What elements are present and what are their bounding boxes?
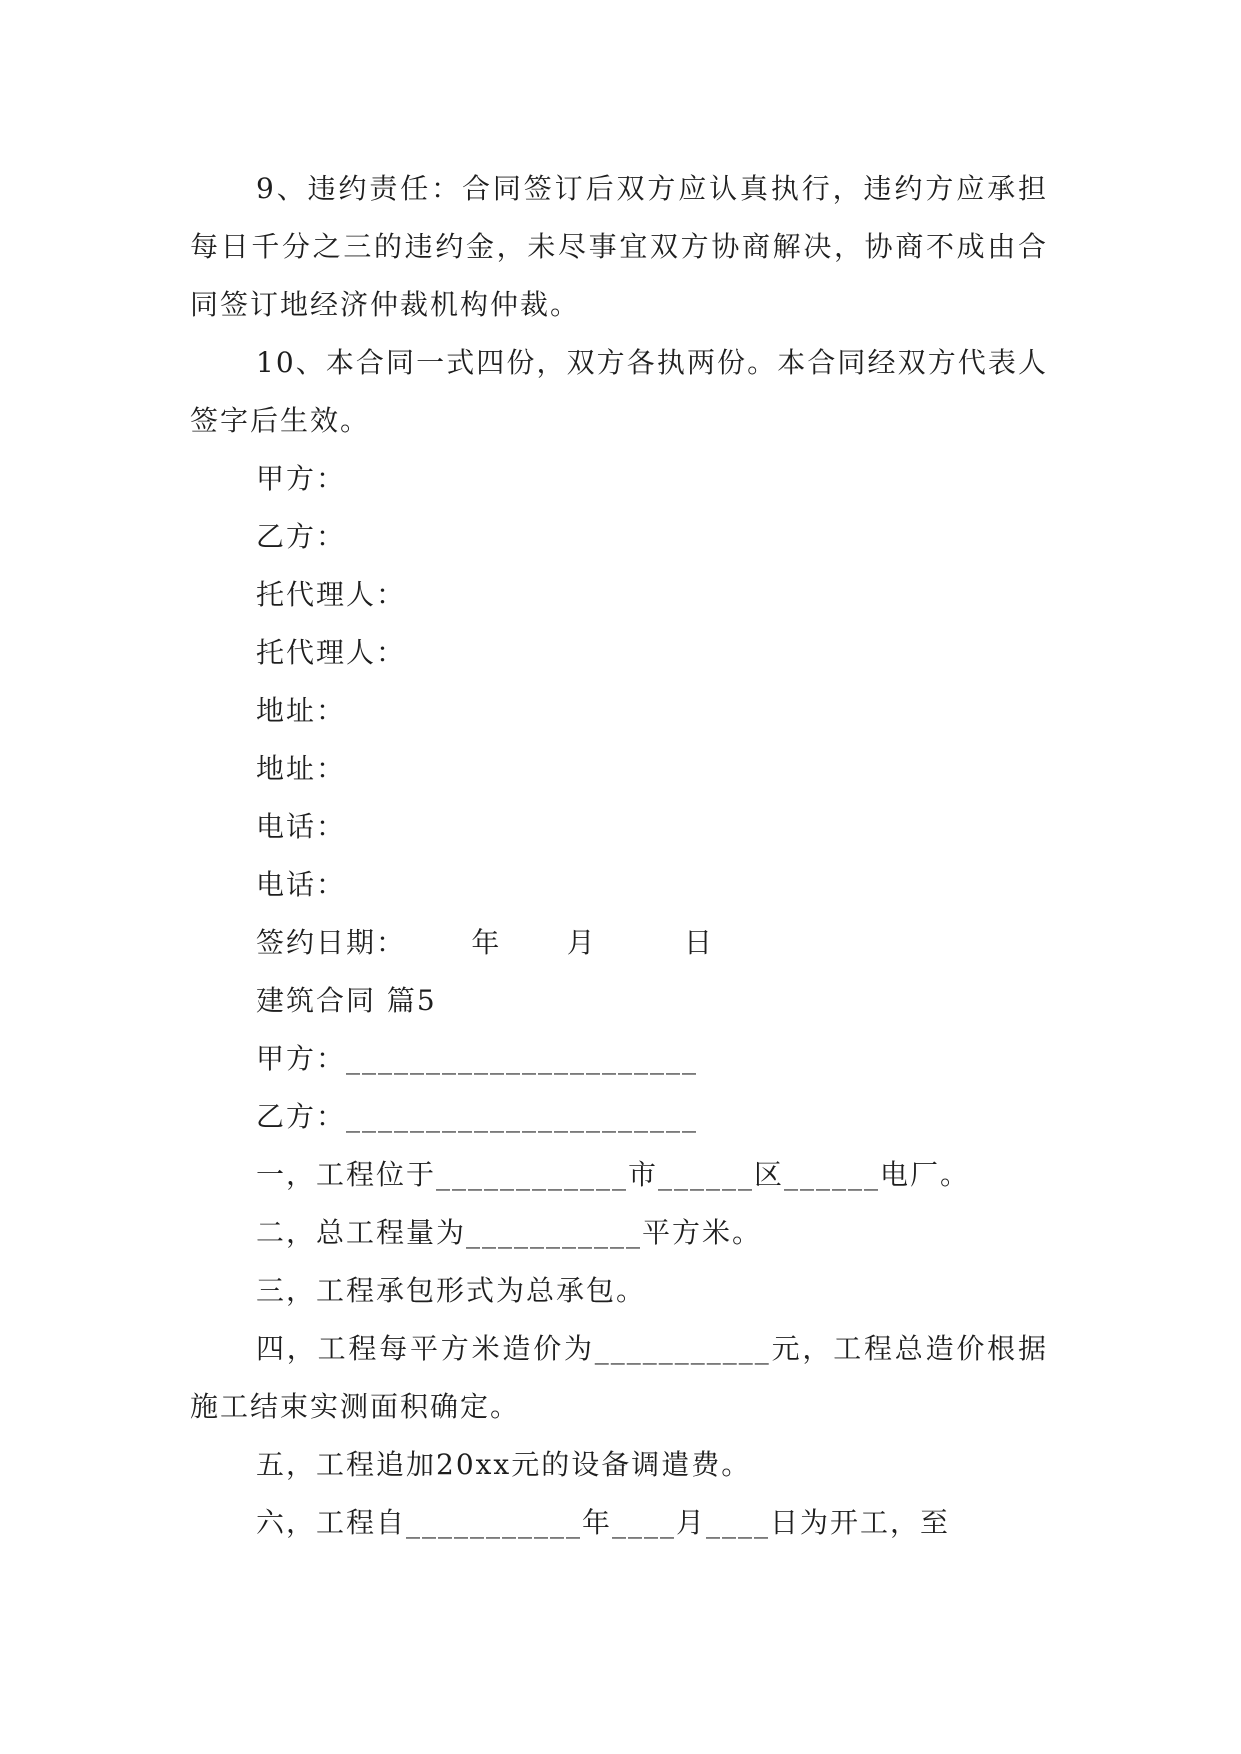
clause-9-paragraph: 9、违约责任：合同签订后双方应认真执行，违约方应承担每日千分之三的违约金，未尽事宜双方协商解决，协商不成由合同签订地经济仲裁机构仲裁。 bbox=[190, 172, 1048, 321]
item-dispatch-fee: 五，工程追加20xx元的设备调遣费。 bbox=[256, 1448, 752, 1481]
item-contract-form: 三，工程承包形式为总承包。 bbox=[256, 1274, 647, 1307]
section-heading: 建筑合同 篇5 bbox=[256, 984, 437, 1017]
agent-label-b: 托代理人： bbox=[256, 636, 407, 669]
party-b-blank-line: 乙方：______________________ bbox=[256, 1100, 699, 1133]
document-body bbox=[190, 160, 1048, 1552]
phone-label-a: 电话： bbox=[256, 810, 347, 843]
agent-label-a: 托代理人： bbox=[256, 578, 407, 611]
address-label-a: 地址： bbox=[256, 694, 347, 727]
address-label-b: 地址： bbox=[256, 752, 347, 785]
sign-date-line: 签约日期： 年 月 日 bbox=[256, 926, 715, 959]
clause-10-paragraph: 10、本合同一式四份，双方各执两份。本合同经双方代表人签字后生效。 bbox=[190, 346, 1048, 437]
item-schedule: 六，工程自___________年____月____日为开工，至 bbox=[256, 1506, 951, 1539]
party-a-label: 甲方： bbox=[256, 462, 347, 495]
item-quantity: 二，总工程量为___________平方米。 bbox=[256, 1216, 763, 1249]
item-location: 一，工程位于____________市______区______电厂。 bbox=[256, 1158, 971, 1191]
party-b-label: 乙方： bbox=[256, 520, 347, 553]
party-a-blank-line: 甲方：______________________ bbox=[256, 1042, 699, 1075]
phone-label-b: 电话： bbox=[256, 868, 347, 901]
item-unit-price: 四，工程每平方米造价为___________元，工程总造价根据施工结束实测面积确定。 bbox=[190, 1332, 1048, 1423]
